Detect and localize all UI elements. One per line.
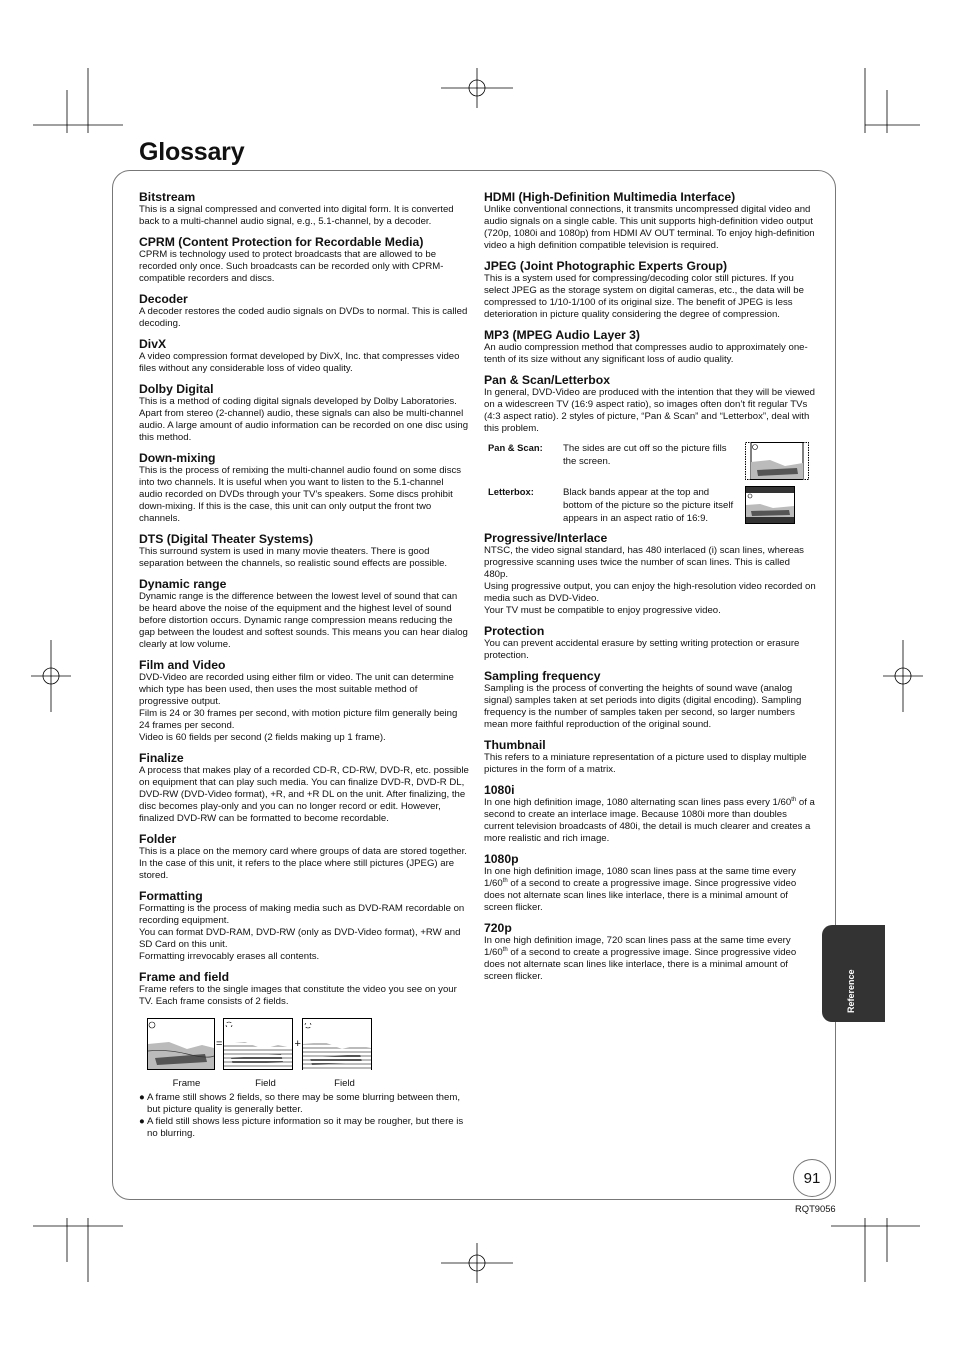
term-title: Folder (139, 832, 177, 846)
letterbox-label: Letterbox: (488, 486, 534, 497)
right-column (484, 190, 816, 990)
term-title: Progressive/Interlace (484, 531, 608, 545)
glossary-entry (139, 832, 469, 882)
term-title: Frame and field (139, 970, 230, 984)
term-definition: In one high definition image, 720 scan lines pass at the same time every 1/60th of a second to create a progressive image. Since progressive video does not alternate scan lines like interlace, there is a minimal amount of screen flicker. (484, 935, 797, 982)
glossary-entry (484, 921, 816, 983)
glossary-entry (139, 235, 469, 285)
term-definition: This is a system used for compressing/decoding color still pictures. If you select JPEG as the storage system on digital cameras, etc., the data will be compressed to 1/10-1/100 of its original size. The benefit of JPEG is less deterioration in picture quality considering the degree of compression. (484, 273, 804, 320)
term-title: DivX (139, 337, 167, 351)
term-title: HDMI (High-Definition Multimedia Interface) (484, 190, 736, 204)
term-title: Film and Video (139, 658, 226, 672)
plus-sign: + (294, 1038, 301, 1050)
page-number: 91 (793, 1159, 831, 1197)
glossary-entry (484, 531, 816, 617)
letterbox-image (745, 486, 795, 524)
term-title: Down-mixing (139, 451, 216, 465)
term-definition: A video compression format developed by DivX, Inc. that compresses video files without any considerable loss of video quality. (139, 351, 460, 374)
glossary-entry (484, 783, 816, 845)
term-definition: This is the process of remixing the multi-channel audio found on some discs into two channels. It is useful when you want to listen to the 5.1-channel audio recorded on DVDs through your TV’s speakers. Some discs prohibit down-mixing. If this is the case, this unit can only output the front two channels. (139, 465, 462, 524)
term-title: Sampling frequency (484, 669, 601, 683)
term-definition: This surround system is used in many movie theaters. There is good separation between the channels, so realistic sound effects are possible. (139, 546, 448, 569)
pan-scan-text: The sides are cut off so the picture fills the screen. (563, 443, 727, 467)
glossary-entry (139, 970, 469, 1008)
glossary-entry (139, 382, 469, 444)
term-title: Thumbnail (484, 738, 546, 752)
term-title: Bitstream (139, 190, 196, 204)
equals-sign: = (216, 1038, 223, 1050)
term-definition: An audio compression method that compresses audio to approximately one-tenth of its size without any significant loss of audio quality. (484, 342, 808, 365)
term-title: 720p (484, 921, 512, 935)
frame-image (147, 1018, 215, 1070)
term-definition: You can prevent accidental erasure by setting writing protection or erasure protection. (484, 638, 800, 661)
term-title: 1080p (484, 852, 519, 866)
frame-label: Frame (172, 1078, 201, 1089)
term-definition: A decoder restores the coded audio signals on DVDs to normal. This is called decoding. (139, 306, 468, 329)
field-image-2 (302, 1018, 372, 1070)
term-definition: In one high definition image, 1080 alternating scan lines pass every 1/60th of a second to create an interlace image. Because 1080i more than doubles current television broadcasts of 480i, the detail is much clearer and creates a more realistic and rich image. (484, 796, 815, 844)
term-title: CPRM (Content Protection for Recordable Media) (139, 235, 424, 249)
term-title: MP3 (MPEG Audio Layer 3) (484, 328, 640, 342)
term-title: 1080i (484, 783, 515, 797)
glossary-entry (484, 190, 816, 252)
field-label-2: Field (334, 1078, 355, 1089)
reference-side-tab (822, 925, 885, 1022)
term-title: Formatting (139, 889, 203, 903)
term-definition: Unlike conventional connections, it transmits uncompressed digital video and audio signals on a single cable. This unit supports high-definition video output (720p, 1080i and 1080p) from HDMI AV OUT terminal. To enjoy high-definition video a high definition compatible television is required. (484, 204, 815, 251)
glossary-entry (484, 738, 816, 776)
term-definition: This is a method of coding digital signals developed by Dolby Laboratories. Apart from stereo (2-channel) audio, these signals can also be multi-channel audio. A large amount of audio information can be recorded on one disc using this method. (139, 396, 469, 443)
pan-scan-image (745, 442, 809, 480)
glossary-entry (139, 292, 469, 330)
term-definition: NTSC, the video signal standard, has 480 interlaced (i) scan lines, whereas progressive scanning uses twice the number of scan lines. This is called 480p. Using progressive output, you can enjoy the high-resolution video recorded on media such as DVD-Video. Your TV must be compatible to enjoy progressive video. (484, 545, 816, 616)
letterbox-row (488, 486, 816, 525)
pan-scan-row (488, 442, 816, 480)
term-definition: Frame refers to the single images that constitute the video you see on your TV. Each frame consists of 2 fields. (139, 984, 457, 1007)
left-column (139, 190, 469, 1140)
reference-tab-label: Reference (846, 969, 856, 1013)
glossary-entry (139, 889, 469, 963)
field-image-1 (223, 1018, 293, 1070)
term-definition: This is a signal compressed and converted into digital form. It is converted back to a multi-channel audio signal, e.g., 5.1-channel, by a decoder. (139, 204, 454, 227)
page-title: Glossary (139, 138, 245, 166)
glossary-entry (139, 451, 469, 525)
glossary-entry (484, 852, 816, 914)
term-title: Pan & Scan/Letterbox (484, 373, 610, 387)
glossary-entry (484, 328, 816, 366)
term-definition: In general, DVD-Video are produced with the intention that they will be viewed on a widescreen TV (16:9 aspect ratio), so images often don’t fit regular TVs (4:3 aspect ratio). 2 styles of picture, “Pan & Scan” and “Letterbox”, deal with this problem. (484, 387, 816, 434)
glossary-entry (139, 577, 469, 651)
glossary-entry (139, 751, 469, 825)
term-definition: Dynamic range is the difference between the lowest level of sound that can be heard above the noise of the equipment and the highest level of sound before distortion occurs. Dynamic range compression means reducing the gap between the loudest and softest sounds. This means you can hear dialog clearly at low volume. (139, 591, 468, 650)
glossary-entry (484, 259, 816, 321)
term-title: JPEG (Joint Photographic Experts Group) (484, 259, 728, 273)
frame-field-figure (147, 1018, 469, 1070)
term-title: DTS (Digital Theater Systems) (139, 532, 314, 546)
term-title: Finalize (139, 751, 184, 765)
glossary-entry (139, 532, 469, 570)
term-definition: Sampling is the process of converting the heights of sound wave (analog signal) samples taken at set periods into digits (digital encoding). Sampling frequency is the number of samples taken per second, so larger numbers mean more faithful reproduction of the original sound. (484, 683, 802, 730)
term-definition: CPRM is technology used to protect broadcasts that are allowed to be recorded only once. Such broadcasts can be recorded only with CPRM-compatible recorders and discs. (139, 249, 444, 284)
pan-scan-label: Pan & Scan: (488, 442, 543, 453)
letterbox-text: Black bands appear at the top and bottom of the picture so the picture itself appears in an aspect ratio of 16:9. (563, 487, 734, 524)
bullet-item: ● A frame still shows 2 fields, so there may be some blurring between them, but picture quality is generally better. (139, 1092, 461, 1115)
glossary-entry (139, 190, 469, 228)
term-title: Decoder (139, 292, 188, 306)
glossary-entry (484, 669, 816, 731)
term-definition: This refers to a miniature representation of a picture used to display multiple pictures in the form of a matrix. (484, 752, 807, 775)
term-title: Protection (484, 624, 545, 638)
field-label-1: Field (255, 1078, 276, 1089)
term-definition: In one high definition image, 1080 scan lines pass at the same time every 1/60th of a second to create a progressive image. Since progressive video does not alternate scan lines like interlace, there is a minimal amount of screen flicker. (484, 866, 797, 913)
term-definition: Formatting is the process of making media such as DVD-RAM recordable on recording equipment. You can format DVD-RAM, DVD-RW (only as DVD-Video format), +RW and SD Card on this unit. Formatting irrevocably erases all contents. (139, 903, 465, 962)
term-title: Dynamic range (139, 577, 227, 591)
document-code: RQT9056 (795, 1203, 836, 1214)
term-definition: DVD-Video are recorded using either film or video. The unit can determine which type has been used, then uses the most suitable method of progressive output. Film is 24 or 30 frames per second, with motion picture film generally being 24 frames per second. Video is 60 fields per second (2 fields making up 1 frame). (139, 672, 458, 743)
term-definition: A process that makes play of a recorded CD-R, CD-RW, DVD-R, etc. possible on equipment that can play such media. You can finalize DVD-R, DVD-R DL, DVD-RW (DVD-Video format), +R, and +R DL on the unit. After finalizing, the disc becomes play-only and you can no longer record or edit. However, finalized DVD-RW can be formatted to become recordable. (139, 765, 469, 824)
glossary-entry (139, 658, 469, 744)
glossary-entry (484, 373, 816, 435)
term-title: Dolby Digital (139, 382, 214, 396)
figure-labels (147, 1078, 469, 1090)
glossary-entry (139, 337, 469, 375)
glossary-entry (484, 624, 816, 662)
bullet-item: ● A field still shows less picture information so it may be rougher, but there is no blurring. (139, 1116, 464, 1139)
term-definition: This is a place on the memory card where groups of data are stored together. In the case of this unit, it refers to the place where still pictures (JPEG) are stored. (139, 846, 467, 881)
